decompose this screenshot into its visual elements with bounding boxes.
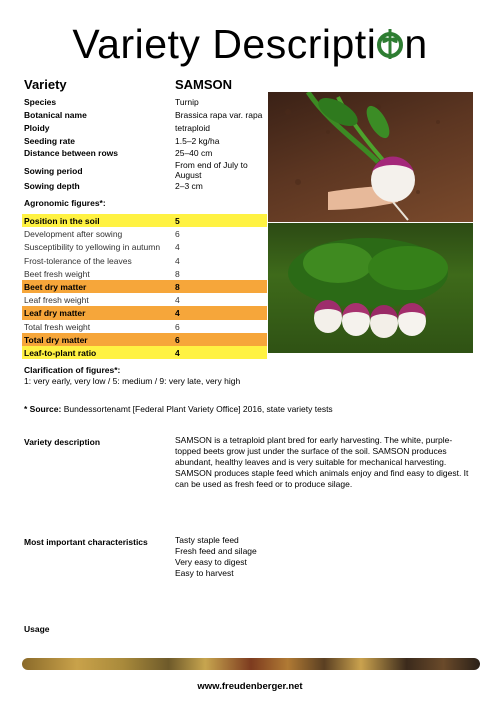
characteristics-label: Most important characteristics bbox=[24, 537, 148, 547]
clarification-text: 1: very early, very low / 5: medium / 9: very late, very high bbox=[24, 376, 241, 386]
agronomic-value: 4 bbox=[175, 347, 180, 358]
agronomic-row bbox=[22, 254, 267, 267]
spec-row bbox=[24, 181, 264, 193]
spec-value: 1.5–2 kg/ha bbox=[175, 136, 220, 146]
agronomic-name: Frost-tolerance of the leaves bbox=[24, 255, 132, 266]
page-title-wrapper bbox=[0, 18, 500, 70]
agronomic-row bbox=[22, 320, 267, 333]
spec-row bbox=[24, 148, 264, 160]
description-label: Variety description bbox=[24, 437, 101, 447]
agronomic-name: Position in the soil bbox=[24, 216, 100, 226]
agronomic-name: Leaf fresh weight bbox=[24, 295, 89, 306]
harvested-turnips-photo bbox=[268, 223, 473, 353]
source-note bbox=[24, 404, 333, 414]
agronomic-name: Total fresh weight bbox=[24, 321, 91, 332]
agronomic-table bbox=[22, 214, 267, 359]
agronomic-name: Development after sowing bbox=[24, 229, 123, 240]
agronomic-name: Susceptibility to yellowing in autumn bbox=[24, 242, 161, 253]
turnips-photo-illustration bbox=[268, 223, 473, 353]
characteristic-item: Very easy to digest bbox=[175, 557, 247, 567]
leaf-logo-icon bbox=[375, 25, 405, 61]
spec-label: Species bbox=[24, 97, 57, 107]
agronomic-value: 6 bbox=[175, 229, 180, 240]
agronomic-name: Leaf dry matter bbox=[24, 308, 86, 319]
agronomic-title: Agronomic figures*: bbox=[24, 198, 106, 208]
agronomic-row bbox=[22, 293, 267, 306]
spec-label: Ploidy bbox=[24, 123, 50, 133]
description-text: SAMSON is a tetraploid plant bred for early harvesting. The white, purple-topped beets grow just under the surface of the soil. SAMSON produces abundant, healthy leaves and is very suitable for mechanical harvesting. SAMSON produces staple feed which animals enjoy and find easy to digest. It can be used as fresh feed or to produce silage. bbox=[175, 435, 469, 489]
agronomic-row bbox=[22, 306, 267, 319]
source-label: * Source: bbox=[24, 404, 62, 414]
spec-value: Turnip bbox=[175, 97, 199, 107]
spec-value: tetraploid bbox=[175, 123, 210, 133]
agronomic-name: Beet fresh weight bbox=[24, 268, 90, 279]
spec-row bbox=[24, 136, 264, 148]
spec-row bbox=[24, 97, 264, 109]
clarification-title: Clarification of figures*: bbox=[24, 365, 121, 375]
characteristics-list bbox=[175, 535, 257, 579]
spec-value: Brassica rapa var. rapa bbox=[175, 110, 263, 120]
agronomic-value: 4 bbox=[175, 242, 180, 253]
spec-value: From end of July to August bbox=[175, 160, 248, 180]
agronomic-value: 8 bbox=[175, 268, 180, 279]
variety-header-value: SAMSON bbox=[175, 77, 233, 92]
turnip-in-hand-photo bbox=[268, 92, 473, 222]
agronomic-row bbox=[22, 240, 267, 253]
agronomic-row bbox=[22, 346, 267, 359]
footer-url-link[interactable]: www.freudenberger.net bbox=[197, 681, 303, 692]
agronomic-name: Leaf-to-plant ratio bbox=[24, 347, 97, 358]
agronomic-value: 4 bbox=[175, 308, 180, 319]
spec-label: Sowing period bbox=[24, 166, 83, 176]
spec-label: Distance between rows bbox=[24, 148, 119, 158]
agronomic-value: 8 bbox=[175, 281, 180, 292]
spec-row bbox=[24, 110, 264, 122]
spec-label: Seeding rate bbox=[24, 136, 76, 146]
agronomic-value: 6 bbox=[175, 321, 180, 332]
characteristic-item: Fresh feed and silage bbox=[175, 546, 257, 556]
agronomic-row bbox=[22, 214, 267, 227]
spec-label: Sowing depth bbox=[24, 181, 80, 191]
agronomic-row bbox=[22, 333, 267, 346]
variety-header-label: Variety bbox=[24, 77, 67, 92]
spec-row bbox=[24, 123, 264, 135]
agronomic-name: Total dry matter bbox=[24, 334, 88, 345]
spec-label: Botanical name bbox=[24, 110, 87, 120]
source-text: Bundessortenamt [Federal Plant Variety Office] 2016, state variety tests bbox=[61, 404, 333, 414]
characteristic-item: Easy to harvest bbox=[175, 568, 234, 578]
agronomic-value: 4 bbox=[175, 255, 180, 266]
agronomic-row bbox=[22, 280, 267, 293]
usage-label: Usage bbox=[24, 624, 50, 634]
agronomic-name: Beet dry matter bbox=[24, 281, 87, 292]
agronomic-row bbox=[22, 267, 267, 280]
spec-value: 2–3 cm bbox=[175, 181, 203, 191]
agronomic-value: 6 bbox=[175, 334, 180, 345]
agronomic-value: 4 bbox=[175, 295, 180, 306]
characteristic-item: Tasty staple feed bbox=[175, 535, 239, 545]
turnip-photo-illustration bbox=[268, 92, 473, 222]
spec-value: 25–40 cm bbox=[175, 148, 213, 158]
spec-row bbox=[24, 160, 264, 180]
agronomic-value: 5 bbox=[175, 216, 180, 226]
seed-strip-decoration bbox=[22, 658, 480, 670]
page-title: Variety Descripti n bbox=[72, 21, 428, 67]
agronomic-row bbox=[22, 227, 267, 240]
